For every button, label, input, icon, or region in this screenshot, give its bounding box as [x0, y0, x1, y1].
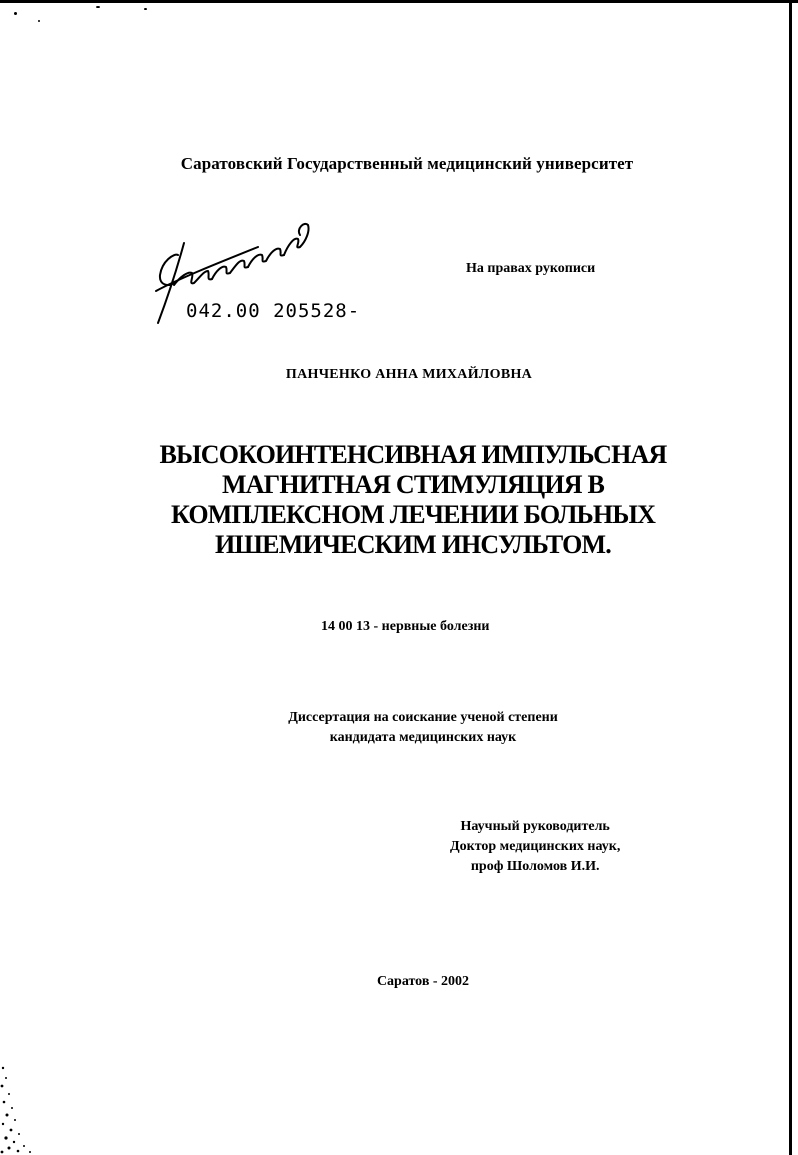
supervisor-line: Доктор медицинских наук,	[450, 839, 621, 854]
title-line: КОМПЛЕКСНОМ ЛЕЧЕНИИ БОЛЬНЫХ	[170, 500, 656, 529]
manuscript-rights-note: На правах рукописи	[466, 261, 596, 276]
scan-top-edge	[0, 0, 798, 3]
title-line: МАГНИТНАЯ СТИМУЛЯЦИЯ В	[221, 470, 605, 499]
archive-registration-number: 042.00 205528-	[186, 300, 361, 322]
university-name: Саратовский Государственный медицинский университет	[180, 154, 634, 173]
degree-line: кандидата медицинских наук	[329, 730, 517, 745]
specialty-code: 14 00 13 - нервные болезни	[321, 619, 490, 634]
scientific-supervisor	[450, 817, 620, 877]
scan-speckle	[96, 6, 100, 8]
scan-speckle	[144, 8, 147, 10]
city-year: Саратов - 2002	[376, 974, 470, 989]
scan-edge-noise	[0, 1060, 40, 1155]
scan-speckle	[38, 20, 40, 22]
author-name: ПАНЧЕНКО АННА МИХАЙЛОВНА	[285, 367, 533, 382]
supervisor-line: Научный руководитель	[460, 819, 610, 834]
title-line: ВЫСОКОИНТЕНСИВНАЯ ИМПУЛЬСНАЯ	[159, 440, 667, 469]
supervisor-line: проф Шоломов И.И.	[470, 859, 600, 874]
degree-statement	[24, 708, 798, 748]
scan-speckle	[14, 12, 17, 15]
dissertation-title	[14, 440, 798, 560]
title-line: ИШЕМИЧЕСКИМ ИНСУЛЬТОМ.	[214, 530, 611, 559]
degree-line: Диссертация на соискание ученой степени	[288, 710, 558, 725]
